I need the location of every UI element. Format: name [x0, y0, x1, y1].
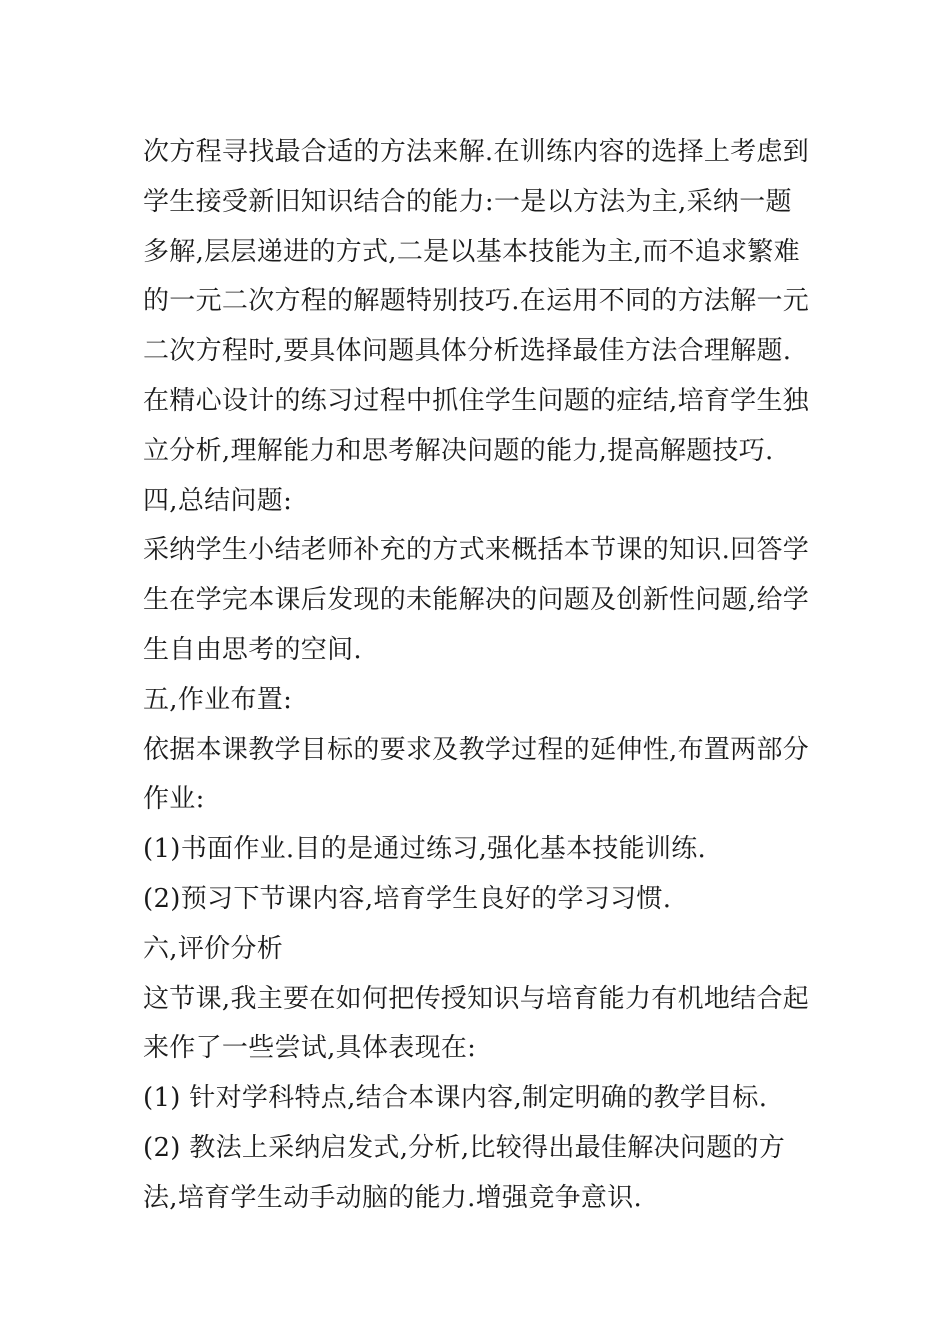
- text-line: 在精心设计的练习过程中抓住学生问题的症结,培育学生独: [143, 385, 810, 416]
- section-heading: 六,评价分析: [143, 933, 284, 964]
- text-line: 依据本课教学目标的要求及教学过程的延伸性,布置两部分: [143, 734, 810, 765]
- text-line: 法,培育学生动手动脑的能力.增强竞争意识.: [143, 1182, 643, 1213]
- text-line: 次方程寻找最合适的方法来解.在训练内容的选择上考虑到: [143, 137, 810, 167]
- text-line: 的一元二次方程的解题特别技巧.在运用不同的方法解一元: [143, 286, 810, 317]
- list-item: (2)预习下节课内容,培育学生良好的学习习惯.: [143, 883, 672, 914]
- body-text: [143, 128, 823, 1224]
- text-line: 来作了一些尝试,具体表现在:: [143, 1033, 477, 1064]
- text-line: 生在学完本课后发现的未能解决的问题及创新性问题,给学: [143, 585, 810, 616]
- text-line: 作业:: [143, 784, 205, 815]
- list-item: (1)书面作业.目的是通过练习,强化基本技能训练.: [143, 834, 707, 865]
- text-line: 学生接受新旧知识结合的能力:一是以方法为主,采纳一题: [143, 186, 792, 217]
- text-line: 二次方程时,要具体问题具体分析选择最佳方法合理解题.: [143, 336, 792, 367]
- text-line: 生自由思考的空间.: [143, 634, 362, 665]
- list-item: (1) 针对学科特点,结合本课内容,制定明确的教学目标.: [143, 1083, 768, 1114]
- text-line: 采纳学生小结老师补充的方式来概括本节课的知识.回答学: [143, 535, 810, 566]
- text-line: 这节课,我主要在如何把传授知识与培育能力有机地结合起: [143, 983, 810, 1014]
- section-heading: 五,作业布置:: [143, 684, 293, 715]
- section-heading: 四,总结问题:: [143, 485, 293, 516]
- text-line: 多解,层层递进的方式,二是以基本技能为主,而不追求繁难: [143, 236, 800, 267]
- list-item: (2) 教法上采纳启发式,分析,比较得出最佳解决问题的方: [143, 1132, 786, 1163]
- text-line: 立分析,理解能力和思考解决问题的能力,提高解题技巧.: [143, 435, 774, 466]
